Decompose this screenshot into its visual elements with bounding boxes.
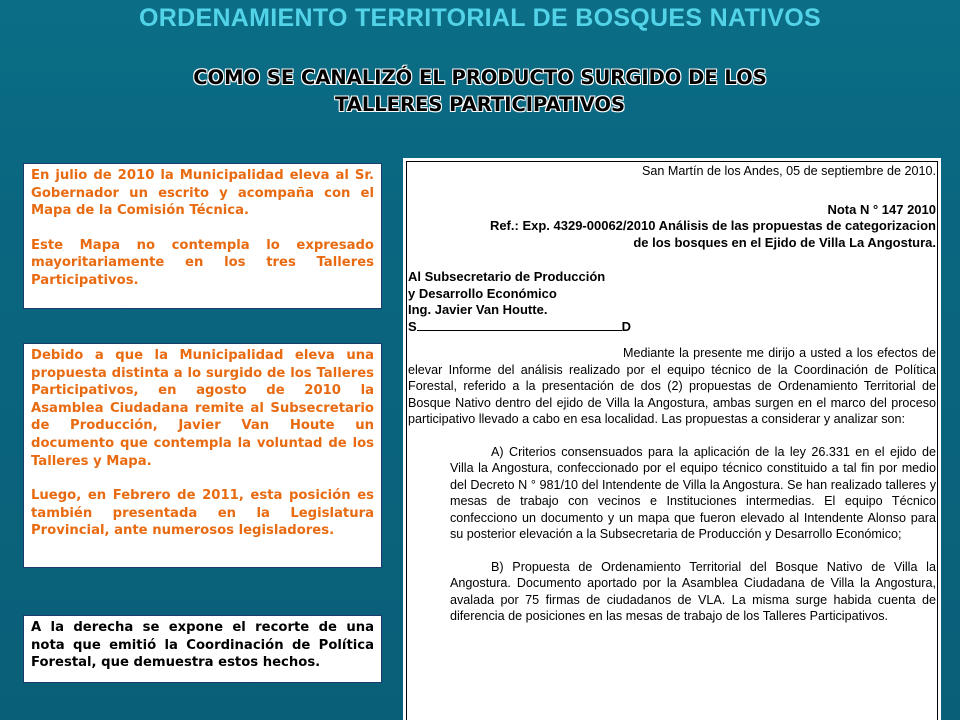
page-title: ORDENAMIENTO TERRITORIAL DE BOSQUES NATIVOS [139,4,821,32]
subtitle-line-1: COMO SE CANALIZÓ EL PRODUCTO SURGIDO DE LOS [193,66,767,89]
scanned-note-clipping [403,158,941,720]
info-paragraph: A la derecha se expone el recorte de una nota que emitió la Coordinación de Política Forestal, que demuestra estos hechos. [31,620,374,671]
note-salutation-s: S [408,318,417,334]
note-recipient-line-2: y Desarrollo Económico [408,285,557,301]
info-paragraph: Este Mapa no contempla lo expresado mayoritariamente en los tres Talleres Participativos. [31,237,374,288]
note-item-b [408,559,936,625]
note-salutation-rule [417,330,622,331]
note-item-a [408,444,936,543]
note-item-b-text: B) Propuesta de Ordenamiento Territorial del Bosque Nativo de Villa la Angostura. Documento aportado por la Asamblea Ciudadana de Villa la Angostura, avalada por 75 firmas de ciudadanos de VLA. La misma surge habida cuenta de diferencia de posiciones en las mesas de trabajo de los Talleres Participativos. [450,559,936,623]
note-salutation [408,319,936,336]
note-recipient-line-3: Ing. Javier Van Houtte. [408,302,548,317]
note-ref-line-2: de los bosques en el Ejido de Villa La Angostura. [633,234,936,250]
info-paragraph: Luego, en Febrero de 2011, esta posición es también presentada en la Legislatura Provincial, ante numerosos legisladores. [31,488,374,539]
subtitle-line-2: TALLERES PARTICIPATIVOS [334,93,626,116]
note-salutation-d: D [621,318,632,334]
note-recipient-line-1: Al Subsecretario de Producción [408,269,606,284]
info-box-asamblea [23,343,382,568]
page-subtitle [60,64,900,118]
note-item-a-text: A) Criterios consensuados para la aplicación de la ley 26.331 en el ejido de Villa la Angostura, confeccionado por el equipo técnico constituido a tal fin por medio del Decreto N ° 981/10 del Intendente de Villa la Angostura. Se han realizado talleres y mesas de trabajo con vecinos e Instituciones intermedias. El equipo Técnico confecciono un documento y un mapa que fueron elevado al Intendente Alonso para su posterior elevación a la Subsecretaria de Producción y Desarrollo Económico; [450,444,936,541]
note-number: Nota N ° 147 2010 [827,201,936,217]
info-box-july-2010 [23,163,382,309]
note-body: Mediante la presente me dirijo a usted a los efectos de elevar Informe del análisis realizado por el equipo técnico de la Coordinación de Política Forestal, referido a la presentación de dos (2) propuestas de Ordenamiento Territorial de Bosque Nativo dentro del ejido de Villa la Angostura, ambas surgen en el marco del proceso participativo llevado a cabo en esa localidad. Las propuestas a considerar y analizar son: [408,346,936,426]
info-box-note-explanation [23,615,382,683]
note-date: San Martín de los Andes, 05 de septiembre de 2010. [641,164,936,178]
info-paragraph: En julio de 2010 la Municipalidad eleva al Sr. Gobernador un escrito y acompaña con el Mapa de la Comisión Técnica. [31,168,374,219]
note-ref-line-1: Ref.: Exp. 4329-00062/2010 Análisis de las propuestas de categorizacion [489,218,936,233]
info-paragraph: Debido a que la Municipalidad eleva una propuesta distinta a lo surgido de los Talleres Participativos, en agosto de 2010 la Asamblea Ciudadana remite al Subsecretario de Producción, Javier Van Houte un documento que contempla la voluntad de los Talleres y Mapa. [31,348,374,469]
